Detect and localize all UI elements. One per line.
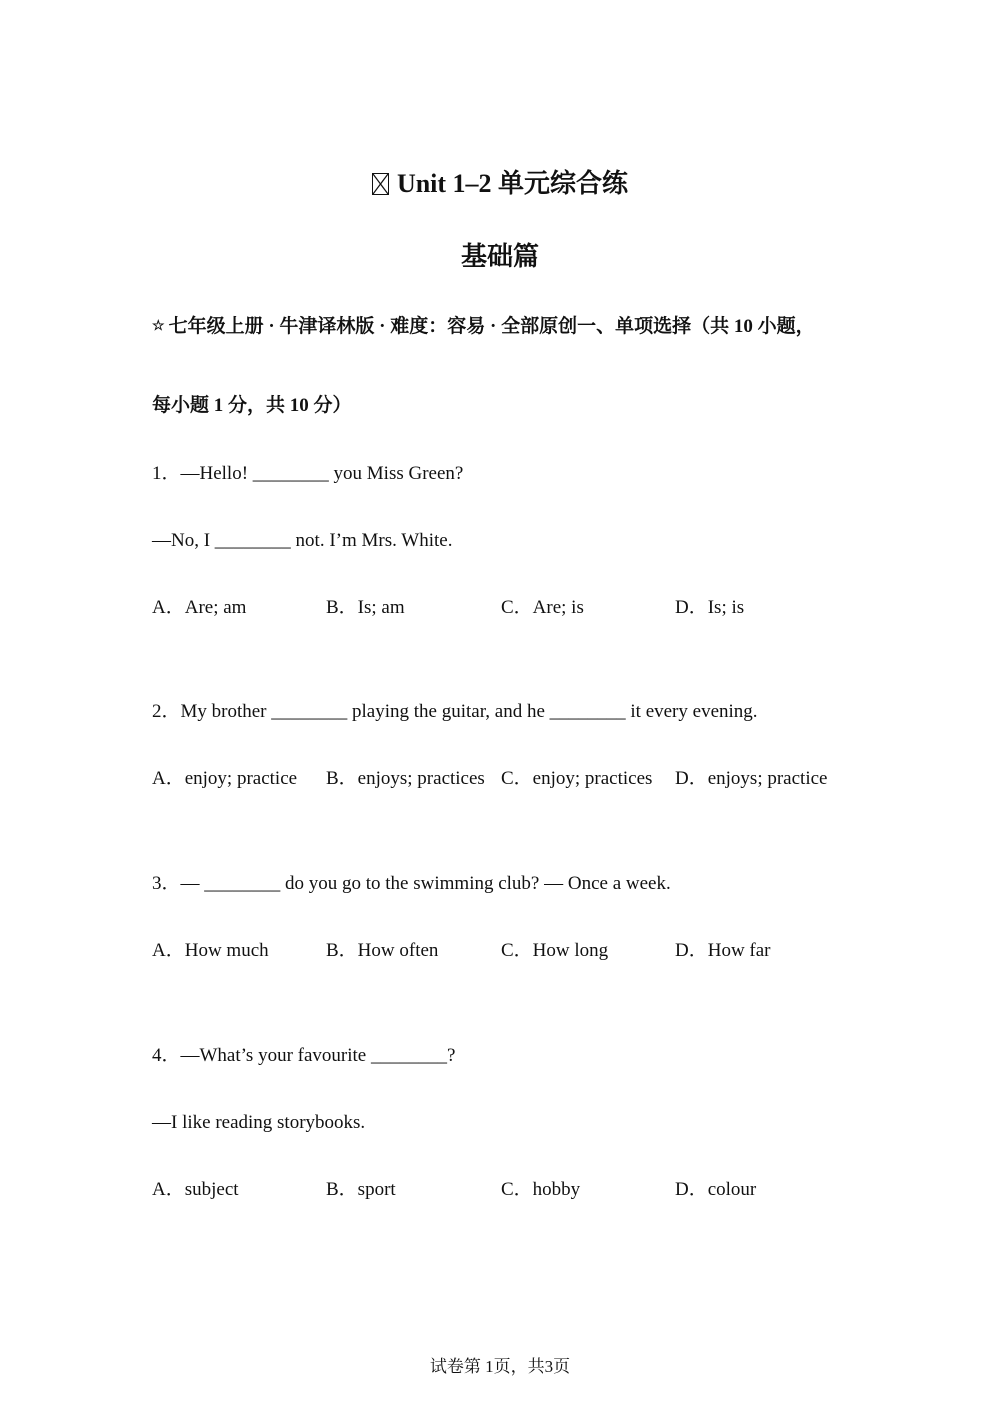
option-c[interactable]: C．Are; is bbox=[501, 597, 584, 618]
question-2-stem: 2．My brother ________ playing the guitar, and he ________ it every evening. bbox=[152, 701, 758, 722]
option-c[interactable]: C．How long bbox=[501, 940, 609, 961]
question-3-stem: 3．— ________ do you go to the swimming club? — Once a week. bbox=[152, 873, 671, 894]
option-d[interactable]: D．How far bbox=[675, 940, 771, 961]
option-b[interactable]: B．enjoys; practices bbox=[326, 768, 485, 789]
option-a[interactable]: A．Are; am bbox=[152, 597, 247, 618]
page-title-text: Unit 1–2 单元综合练 bbox=[396, 169, 629, 198]
exam-meta-text: 七年级上册 · 牛津译林版 · 难度：容易 · 全部原创一、单项选择（共 10 小题， bbox=[168, 316, 815, 337]
question-1-stem: 1．—Hello! ________ you Miss Green? bbox=[152, 463, 464, 484]
option-c[interactable]: C．enjoy; practices bbox=[501, 768, 653, 789]
option-d[interactable]: D．colour bbox=[675, 1179, 757, 1200]
option-b[interactable]: B．How often bbox=[326, 940, 439, 961]
option-a[interactable]: A．enjoy; practice bbox=[152, 768, 298, 789]
option-b[interactable]: B．sport bbox=[326, 1179, 396, 1200]
option-c[interactable]: C．hobby bbox=[501, 1179, 581, 1200]
page-title bbox=[0, 166, 1000, 202]
option-a[interactable]: A．How much bbox=[152, 940, 269, 961]
section-heading-continuation: 每小题 1 分，共 10 分） bbox=[152, 395, 352, 416]
page-subtitle: 基础篇 bbox=[460, 242, 539, 271]
option-a[interactable]: A．subject bbox=[152, 1179, 239, 1200]
exam-meta bbox=[152, 312, 872, 342]
question-4-stem: 4．—What’s your favourite ________? bbox=[152, 1045, 456, 1066]
page-footer: 试卷第 1页，共3页 bbox=[429, 1357, 571, 1376]
question-4-reply: —I like reading storybooks. bbox=[152, 1112, 366, 1133]
star-icon: ☆ bbox=[152, 319, 165, 334]
checkbox-x-icon bbox=[372, 173, 389, 195]
option-d[interactable]: D．Is; is bbox=[675, 597, 745, 618]
option-d[interactable]: D．enjoys; practice bbox=[675, 768, 828, 789]
option-b[interactable]: B．Is; am bbox=[326, 597, 405, 618]
question-1-reply: —No, I ________ not. I’m Mrs. White. bbox=[152, 530, 453, 551]
